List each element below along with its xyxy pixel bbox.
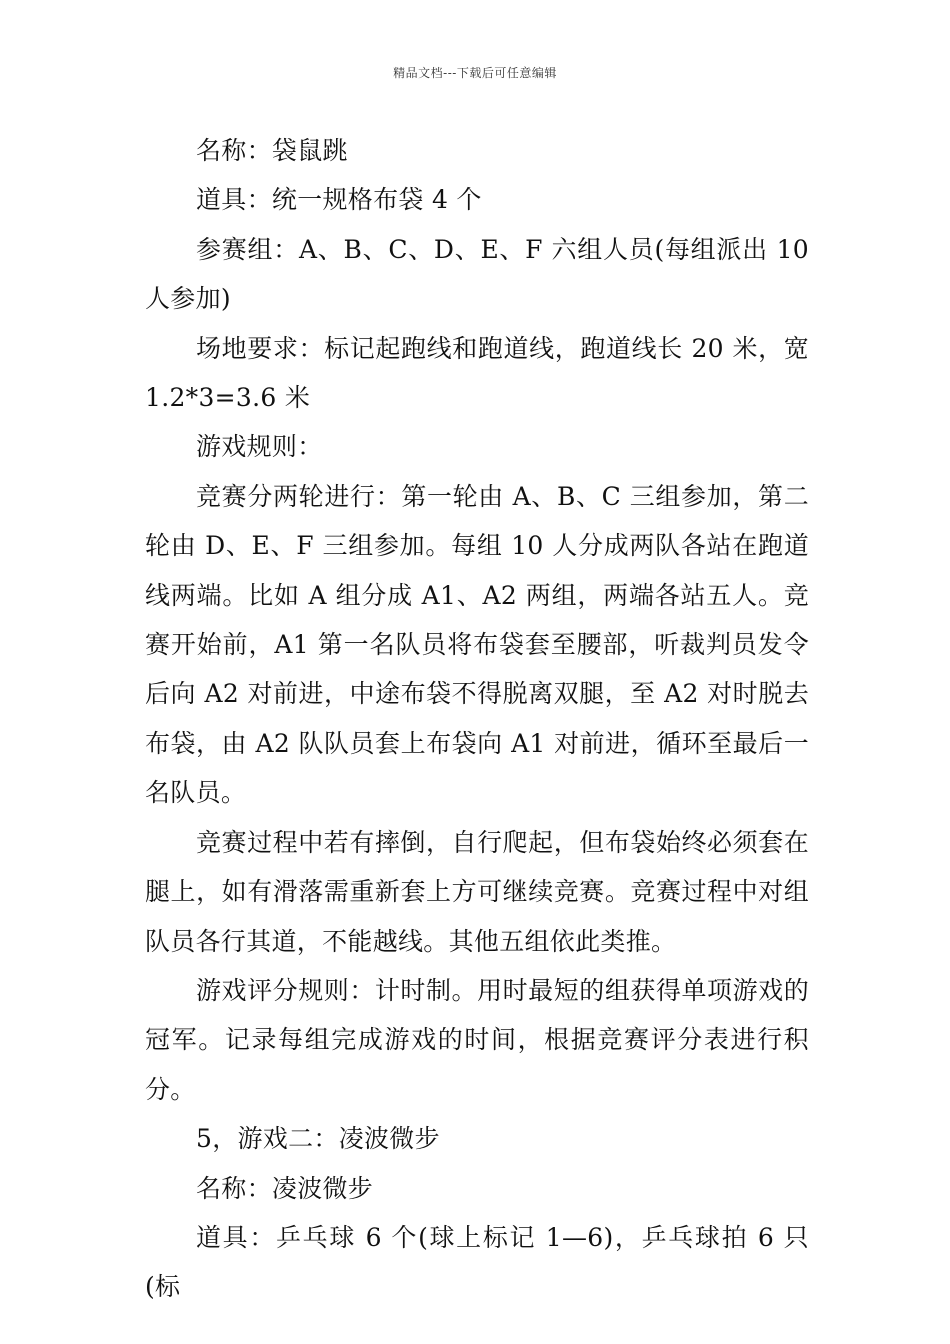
game-two-heading: 5，游戏二：凌波微步 — [196, 1124, 440, 1154]
scoring-paragraph: 游戏评分规则：计时制。用时最短的组获得单项游戏的冠军。记录每组完成游戏的时间，根据竞赛评分表进行积分。 — [145, 975, 809, 1104]
rules-paragraph: 竞赛分两轮进行：第一轮由 A、B、C 三组参加，第二轮由 D、E、F 三组参加。每组 10 人分成两队各站在跑道线两端。比如 A 组分成 A1、A2 两组，两端各站五人。竞赛开始前，A1 第一名队员将布袋套至腰部，听裁判员发令后向 A2 对前进，中途布袋不得脱离双腿，至 A2 对时脱去布袋，由 A2 队队员套上布袋向 A1 对前进，循环至最后一名队员。 — [145, 481, 809, 808]
item-props-lingbo: 道具：乒乓球 6 个(球上标记 1—6)，乒乓球拍 6 只(标 — [145, 1222, 809, 1302]
item-props-kangaroo: 道具：统一规格布袋 4 个 — [196, 185, 482, 215]
fall-rule-paragraph: 竞赛过程中若有摔倒，自行爬起，但布袋始终必须套在腿上，如有滑落需重新套上方可继续竞赛。竞赛过程中对组队员各行其道，不能越线。其他五组依此类推。 — [145, 827, 809, 956]
document-body — [145, 126, 809, 1312]
item-name-kangaroo: 名称：袋鼠跳 — [196, 136, 348, 165]
item-name-lingbo: 名称：凌波微步 — [196, 1173, 374, 1203]
item-venue: 场地要求：标记起跑线和跑道线，跑道线长 20 米，宽 1.2*3=3.6 米 — [145, 333, 809, 413]
page-header: 精品文档---下载后可任意编辑 — [393, 66, 557, 80]
item-teams: 参赛组：A、B、C、D、E、F 六组人员(每组派出 10 人参加) — [145, 234, 809, 314]
rules-heading: 游戏规则： — [196, 432, 323, 462]
